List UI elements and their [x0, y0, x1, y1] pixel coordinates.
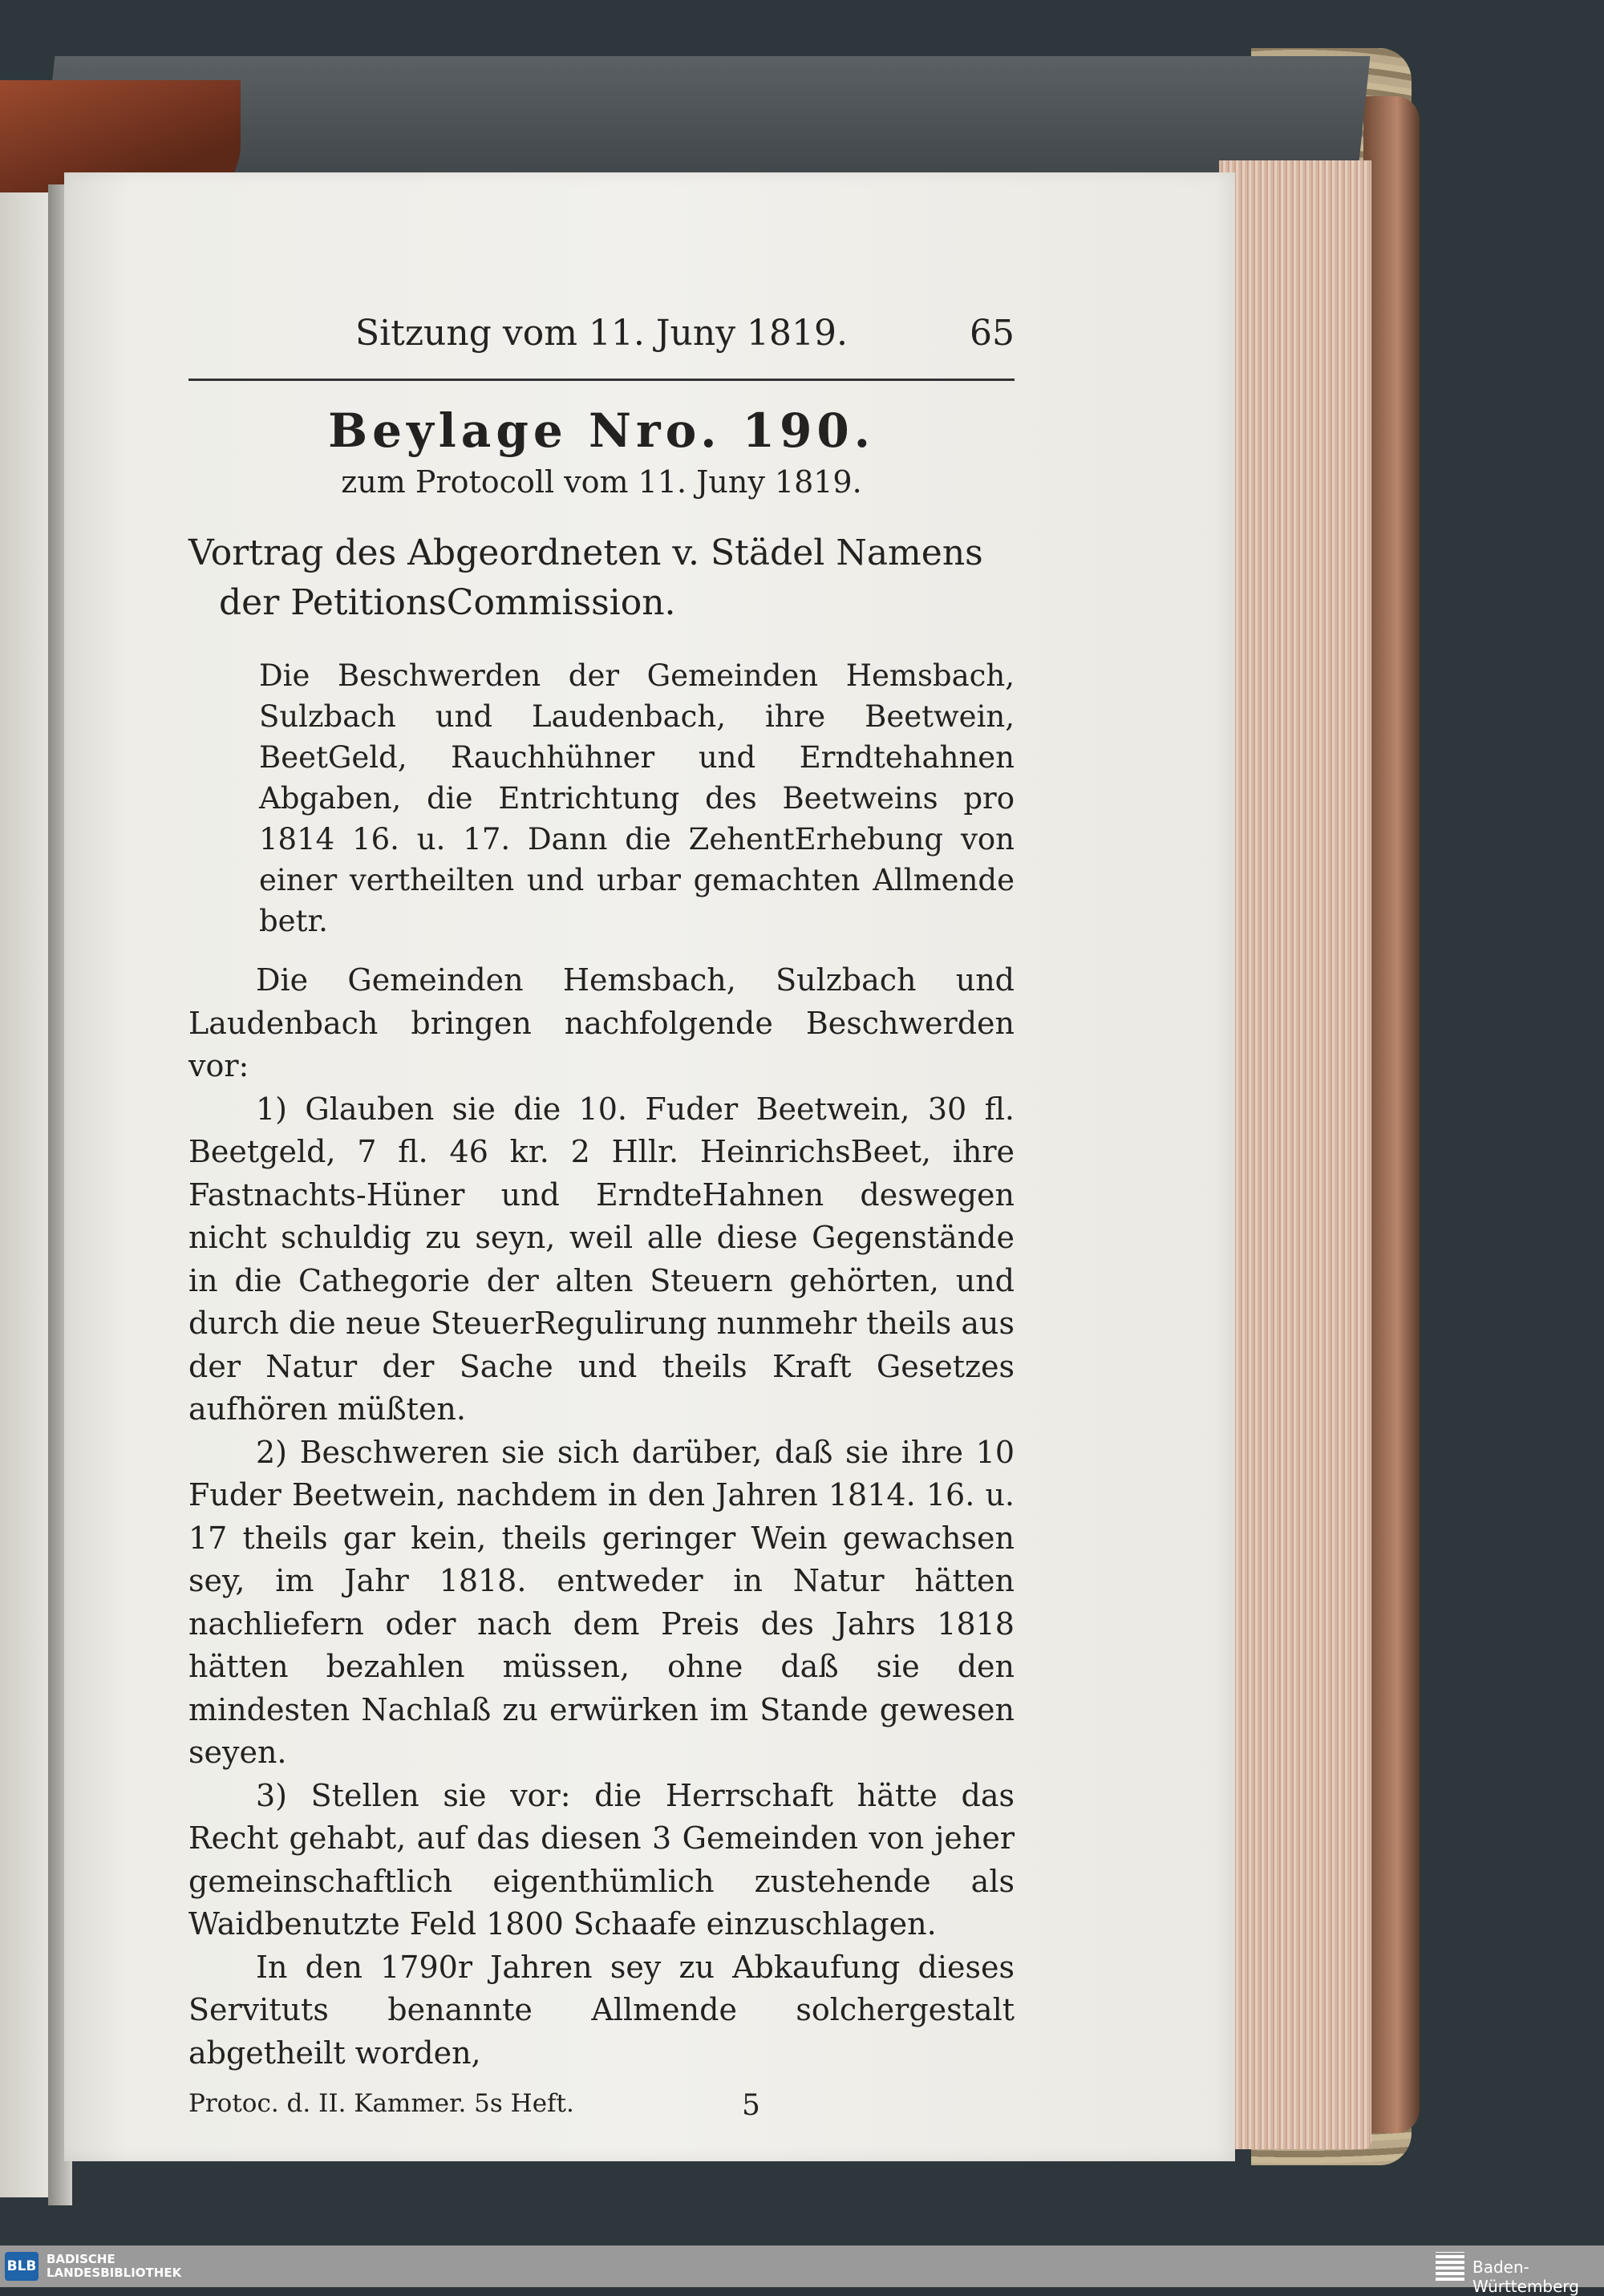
- signature-mark: 5: [742, 2089, 760, 2122]
- page-footer: [188, 2089, 1015, 2121]
- body-paragraph-1: 1) Glauben sie die 10. Fuder Beetwein, 30 fl. Beetgeld, 7 fl. 46 kr. 2 Hllr. HeinrichsBeet, ihre Fastnachts-Hüner und ErndteHahnen deswegen nicht schuldig zu seyn, weil alle diese Gegenstände in die Cathegorie der alten Steuern gehörten, und durch die neue SteuerRegulirung nunmehr theils aus der Natur der Sache und theils Kraft Gesetzes aufhören müßten.: [188, 1091, 1015, 1427]
- page-text: [188, 313, 1015, 2121]
- viewer-bottom-bar: [0, 2245, 1604, 2296]
- lecture-heading: [188, 528, 1015, 628]
- body-paragraph-4: In den 1790r Jahren sey zu Abkaufung dieses Servituts benannte Allmende solchergestalt abgetheilt worden,: [188, 1949, 1015, 2071]
- running-head-title: Sitzung vom 11. Juny 1819.: [354, 313, 849, 354]
- lecture-line-2: der PetitionsCommission.: [219, 582, 676, 623]
- page-stack-edges: [1219, 160, 1371, 2149]
- book-top-edge: [42, 56, 1371, 184]
- library-name: [47, 2253, 181, 2280]
- body-paragraph-2: 2) Beschweren sie sich darüber, daß sie ihre 10 Fuder Beetwein, nachdem in den Jahren 1814. 16. u. 17 theils gar kein, theils geringer Wein gewachsen sey, im Jahr 1818. entweder in Natur hätten nachliefern oder nach dem Preis des Jahrs 1818 hätten bezahlen müssen, ohne daß sie den mindesten Nachlaß zu erwürken im Stande gewesen seyen.: [188, 1434, 1015, 1770]
- appendix-title: Beylage Nro. 190.: [328, 403, 875, 458]
- book-cover-edge: [1363, 96, 1420, 2133]
- page-number: 65: [970, 313, 1015, 354]
- footer-reference: Protoc. d. II. Kammer. 5s Heft.: [188, 2089, 574, 2118]
- lecture-line-1: Vortrag des Abgeordneten v. Städel Namens: [188, 532, 983, 573]
- library-name-line-1: BADISCHE: [47, 2252, 115, 2266]
- appendix-subtitle: zum Protocoll vom 11. Juny 1819.: [341, 464, 862, 500]
- body-paragraph-3: 3) Stellen sie vor: die Herrschaft hätte das Recht gehabt, auf das diesen 3 Gemeinden von jeher gemeinschaftlich eigenthümlich zustehende als Waidbenutzte Feld 1800 Schaafe einzuschlagen.: [188, 1777, 1015, 1942]
- state-name: Baden-Württemberg: [1472, 2258, 1579, 2296]
- blb-logo-icon: BLB: [5, 2252, 38, 2281]
- summary-paragraph: Die Beschwerden der Gemeinden Hemsbach, Sulzbach und Laudenbach, ihre Beetwein, BeetGeld, Rauchhühner und Erndtehahnen Abgaben, die Entrichtung des Beetweins pro 1814 16. u. 17. Dann die ZehentErhebung von einer vertheilten und urbar gemachten Allmende betr.: [259, 658, 1015, 938]
- running-head: [188, 313, 1015, 381]
- library-name-line-2: LANDESBIBLIOTHEK: [47, 2266, 182, 2280]
- baden-wuerttemberg-crest-icon: [1436, 2252, 1464, 2281]
- body-paragraph-intro: Die Gemeinden Hemsbach, Sulzbach und Laudenbach bringen nachfolgende Beschwerden vor:: [188, 962, 1015, 1083]
